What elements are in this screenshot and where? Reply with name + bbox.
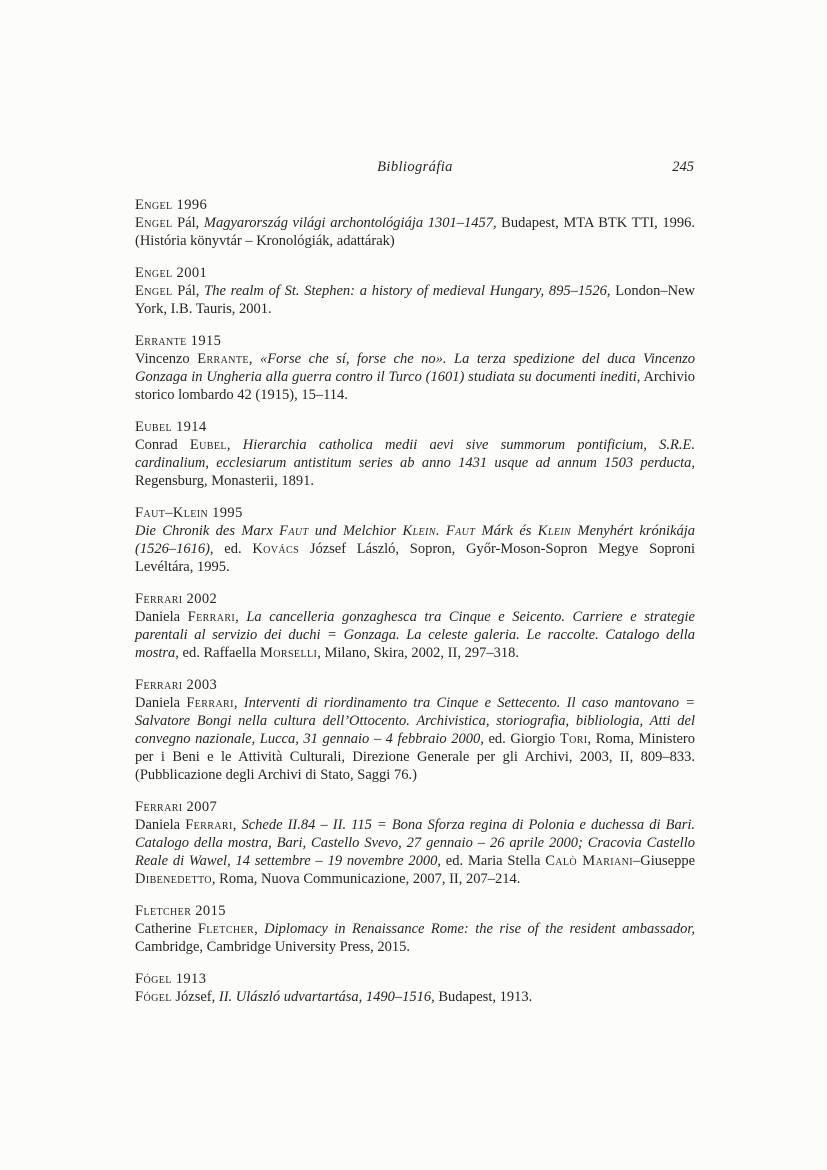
text-run: II. Ulászló udvartartása, 1490–1516,: [218, 989, 435, 1005]
text-run: Fletcher: [197, 921, 255, 937]
text-run: Pál,: [172, 215, 204, 231]
entry-heading: Ferrari 2007: [135, 799, 218, 815]
entry-body: [135, 436, 695, 490]
entry-heading: Ferrari 2003: [135, 677, 218, 693]
text-run: Schede II.84 – II. 115 = Bona Sforza regina di Polonia e duchessa di Bari. Catalogo della mostra, Bari, Castello Svevo, 27 gennaio – 26 aprile 2000; Cracovia Castello Reale di Wawel, 14 settembre – 19 novembre 2000,: [135, 817, 695, 869]
bibliography-entry: [135, 504, 695, 576]
text-run: Daniela: [135, 695, 187, 711]
text-run: Magyarország világi archontológiája 1301–1457,: [203, 215, 497, 231]
entry-heading: Fógel 1913: [135, 971, 207, 987]
entry-body: [135, 282, 695, 318]
text-run: Budapest, MTA BTK TTI, 1996. (História könyvtár – Kronológiák, adattárak): [135, 215, 695, 249]
text-run: ,: [233, 695, 244, 711]
bibliography-entry: [135, 418, 695, 490]
text-run: József,: [171, 989, 219, 1005]
text-run: József László, Sopron, Győr-Moson-Sopron Megye Soproni Levéltára, 1995.: [135, 541, 696, 575]
entry-heading: Engel 2001: [135, 265, 208, 281]
text-run: und Melchior: [308, 523, 403, 539]
entry-body: [135, 920, 695, 956]
bibliography-entry: [135, 332, 695, 404]
text-run: Engel: [135, 215, 173, 231]
text-run: ,: [226, 437, 243, 453]
text-run: ,: [254, 921, 265, 937]
text-run: «Forse che sí, forse che no». La terza spedizione del duca Vincenzo Gonzaga in Ungheria alla guerra contro il Turco (1601) studiata su documenti inediti,: [135, 351, 696, 385]
text-run: Ferrari: [186, 695, 234, 711]
text-run: Ferrari: [187, 609, 236, 625]
text-run: Interventi di riordinamento tra Cinque e Settecento. Il caso mantovano = Salvatore Bongi nella cultura dell’Ottocento. Archivistica, storiografia, bibliologia, Atti del convegno nazionale, Lucca, 31 gennaio – 4 febbraio 2000,: [135, 695, 695, 747]
text-run: Daniela: [135, 609, 188, 625]
text-run: Faut: [445, 523, 476, 539]
text-run: Budapest, 1913.: [434, 989, 533, 1005]
text-run: Archivio storico lombardo 42 (1915), 15–114.: [135, 369, 695, 403]
page-number: 245: [672, 159, 694, 175]
text-run: Engel: [135, 283, 173, 299]
text-run: Márk és: [475, 523, 538, 539]
entry-body: [135, 816, 695, 888]
text-run: Calò Mariani: [545, 853, 633, 869]
text-run: Ferrari: [185, 817, 233, 833]
entry-heading: Fletcher 2015: [135, 903, 226, 919]
text-run: Faut: [279, 523, 309, 539]
text-run: Die Chronik des Marx: [135, 523, 280, 539]
text-run: ,: [248, 351, 261, 367]
text-run: London–New York, I.B. Tauris, 2001.: [135, 283, 695, 317]
text-run: ed. Raffaella: [178, 645, 260, 661]
entry-heading: Ferrari 2002: [135, 591, 218, 607]
bibliography-entry: [135, 970, 695, 1006]
text-run: Daniela: [135, 817, 186, 833]
bibliography-entry: [135, 196, 695, 250]
text-run: Fógel: [135, 989, 172, 1005]
text-run: Hierarchia catholica medii aevi sive summorum pontificium, S.R.E. cardinalium, ecclesiarum antistitum series ab anno 1431 usque ad annum 1503 perducta,: [135, 437, 696, 471]
bibliography-entry: [135, 264, 695, 318]
text-run: Vincenzo: [135, 351, 198, 367]
text-run: .: [435, 523, 446, 539]
entry-body: [135, 214, 695, 250]
bibliography-list: [135, 196, 695, 1020]
entry-heading: Engel 1996: [135, 197, 208, 213]
text-run: , Milano, Skira, 2002, II, 297–318.: [317, 645, 519, 661]
text-run: Cambridge, Cambridge University Press, 2015.: [135, 939, 411, 955]
running-head-title: Bibliográfia: [377, 159, 453, 175]
text-run: ed.: [213, 541, 253, 557]
entry-body: [135, 988, 695, 1006]
text-run: Morselli: [259, 645, 318, 661]
text-run: Dibenedetto: [135, 871, 212, 887]
text-run: Klein: [402, 523, 436, 539]
entry-body: [135, 522, 695, 576]
text-run: Catherine: [135, 921, 198, 937]
text-run: Kovács: [252, 541, 300, 557]
entry-body: [135, 350, 695, 404]
text-run: Klein: [537, 523, 572, 539]
bibliography-entry: [135, 798, 695, 888]
entry-body: [135, 694, 695, 784]
entry-body: [135, 608, 695, 662]
entry-heading: Errante 1915: [135, 333, 222, 349]
entry-heading: Faut–Klein 1995: [135, 505, 243, 521]
entry-heading: Eubel 1914: [135, 419, 207, 435]
text-run: The realm of St. Stephen: a history of medieval Hungary, 895–1526,: [204, 283, 611, 299]
bibliography-entry: [135, 590, 695, 662]
text-run: , Roma, Ministero per i Beni e le Attività Culturali, Direzione Generale per gli Archivi, 2003, II, 809–833. (Pubblicazione degli Archivi di Stato, Saggi 76.): [135, 731, 695, 783]
text-run: Conrad: [135, 437, 190, 453]
text-run: ed. Giorgio: [483, 731, 560, 747]
text-run: ,: [235, 609, 247, 625]
text-run: La cancelleria gonzaghesca tra Cinque e Seicento. Carriere e strategie parentali al servizio dei duchi = Gonzaga. La celeste galeria. Le raccolte. Catalogo della mostra,: [135, 609, 695, 661]
text-run: Diplomacy in Renaissance Rome: the rise of the resident ambassador,: [264, 921, 695, 937]
text-run: , Roma, Nuova Communicazione, 2007, II, 207–214.: [211, 871, 521, 887]
bibliography-entry: [135, 676, 695, 784]
running-head: [135, 158, 695, 178]
bibliography-entry: [135, 902, 695, 956]
text-run: ,: [232, 817, 242, 833]
text-run: –Giuseppe: [632, 853, 695, 869]
text-run: Eubel: [189, 437, 227, 453]
text-run: Tori: [559, 731, 588, 747]
text-run: Regensburg, Monasterii, 1891.: [135, 473, 314, 489]
text-run: Errante: [197, 351, 249, 367]
text-run: Menyhért krónikája (1526–1616),: [135, 523, 695, 557]
text-run: ed. Maria Stella: [440, 853, 546, 869]
text-run: Pál,: [172, 283, 205, 299]
